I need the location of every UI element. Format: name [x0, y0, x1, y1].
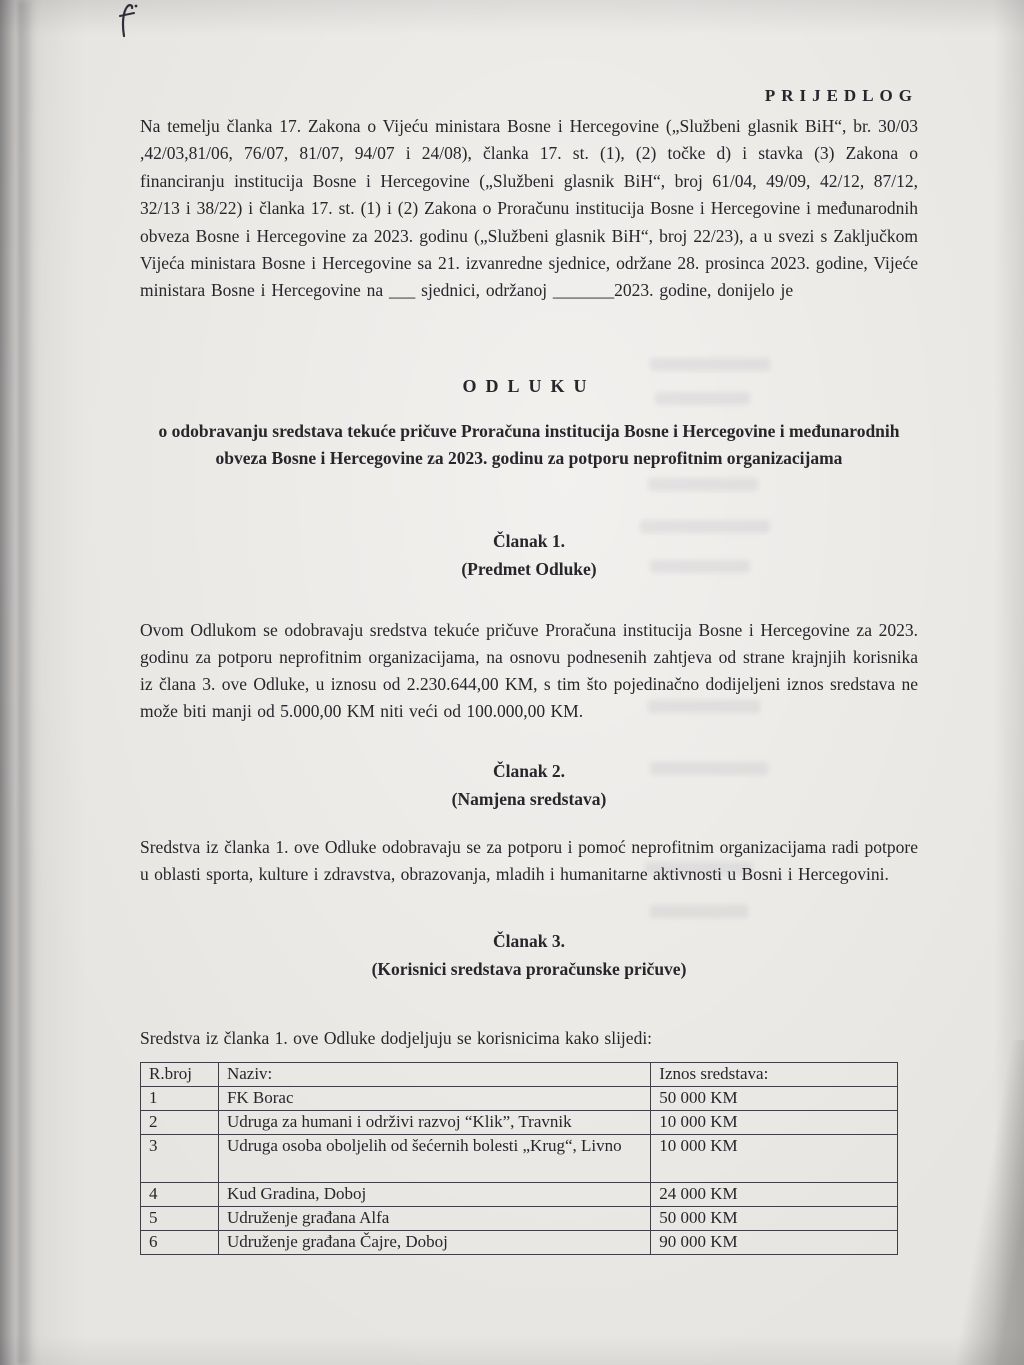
page-corner-shadow — [954, 1040, 1024, 1365]
cell-rbroj: 6 — [141, 1231, 219, 1255]
header-iznos: Iznos sredstava: — [651, 1063, 898, 1087]
cell-naziv: Kud Gradina, Doboj — [218, 1183, 650, 1207]
cell-naziv: Udruženje građana Čajre, Doboj — [218, 1231, 650, 1255]
cell-iznos: 24 000 KM — [651, 1183, 898, 1207]
article-2-body: Sredstva iz članka 1. ove Odluke odobravaju se za potporu i pomoć neprofitnim organizacijama radi potpore u oblasti sporta, kulture i zdravstva, obrazovanja, mladih i humanitarne aktivnosti u Bosni i Hercegovini. — [140, 837, 918, 884]
preamble-paragraph: Na temelju članka 17. Zakona o Vijeću ministara Bosne i Hercegovine („Službeni glasnik BiH“, br. 30/03 ,42/03,81/06, 76/07, 81/07, 94/07 i 24/08), članka 17. st. (1), (2) točke d) i stavka (3) Zakona o financiranju institucija Bosne i Hercegovine („Službeni glasnik BiH“, broj 61/04, 49/09, 42/12, 87/12, 32/13 i 38/22) i članka 17. st. (1) i (2) Zakona o Proračunu institucija Bosne i Hercegovine i međunarodnih obveza Bosne i Hercegovine za 2023. godinu („Službeni glasnik BiH“, broj 22/23), a u svezi s Zaključkom Vijeća ministara Bosne i Hercegovine sa 21. izvanredne sjednice, održane 28. prosinca 2023. godine, Vijeće ministara Bosne i Hercegovine na ___ sjednici, održanoj _______2023. godine, donijelo je — [140, 116, 918, 301]
article-1-body: Ovom Odlukom se odobravaju sredstva tekuće pričuve Proračuna institucija Bosne i Hercegovine za 2023. godinu za potporu neprofitnim organizacijama, na osnovu podnesenih zahtjeva od strane krajnjih korisnika iz člana 3. ove Odluke, u iznosu od 2.230.644,00 KM, s tim što pojedinačno dodijeljeni iznos sredstava ne može biti manji od 5.000,00 KM niti veći od 100.000,00 KM. — [140, 620, 918, 721]
cell-naziv: FK Borac — [218, 1087, 650, 1111]
article-3-body: Sredstva iz članka 1. ove Odluke dodjeljuju se korisnicima kako slijedi: — [140, 1028, 653, 1048]
article-1-subtitle: (Predmet Odluke) — [461, 559, 597, 579]
cell-iznos: 90 000 KM — [651, 1231, 898, 1255]
cell-rbroj: 1 — [141, 1087, 219, 1111]
cell-iznos: 10 000 KM — [651, 1111, 898, 1135]
header-naziv: Naziv: — [218, 1063, 650, 1087]
header-rbroj: R.broj — [141, 1063, 219, 1087]
bleed-through-artifact — [648, 478, 758, 491]
cell-naziv: Udruženje građana Alfa — [218, 1207, 650, 1231]
scan-edge-shadow — [18, 0, 32, 1365]
cell-iznos: 10 000 KM — [651, 1135, 898, 1183]
beneficiaries-table — [140, 1062, 898, 1255]
table-row — [141, 1207, 898, 1231]
pen-scribble — [110, 2, 144, 40]
cell-rbroj: 2 — [141, 1111, 219, 1135]
article-1-title: Članak 1. — [493, 531, 565, 551]
table-row — [141, 1087, 898, 1111]
table-row — [141, 1135, 898, 1183]
decision-subtitle: o odobravanju sredstava tekuće pričuve Proračuna institucija Bosne i Hercegovine i međunarodnih obveza Bosne i Hercegovine za 2023. godinu za potporu neprofitnim organizacijama — [158, 421, 900, 468]
table-header-row — [141, 1063, 898, 1087]
article-3-subtitle: (Korisnici sredstava proračunske pričuve) — [371, 959, 687, 979]
article-3-title: Članak 3. — [493, 931, 565, 951]
bleed-through-artifact — [650, 358, 770, 371]
table-row — [141, 1111, 898, 1135]
article-2-title: Članak 2. — [493, 761, 565, 781]
cell-naziv: Udruga za humani i održivi razvoj “Klik”, Travnik — [218, 1111, 650, 1135]
table-row — [141, 1183, 898, 1207]
cell-rbroj: 3 — [141, 1135, 219, 1183]
bleed-through-artifact — [650, 905, 748, 918]
cell-iznos: 50 000 KM — [651, 1207, 898, 1231]
proposal-tag: PRIJEDLOG — [764, 86, 918, 105]
cell-rbroj: 4 — [141, 1183, 219, 1207]
cell-naziv: Udruga osoba oboljelih od šećernih bolesti „Krug“, Livno — [218, 1135, 650, 1183]
article-2-subtitle: (Namjena sredstava) — [451, 789, 607, 809]
decision-title: ODLUKU — [462, 376, 596, 396]
table-row — [141, 1231, 898, 1255]
cell-rbroj: 5 — [141, 1207, 219, 1231]
cell-iznos: 50 000 KM — [651, 1087, 898, 1111]
